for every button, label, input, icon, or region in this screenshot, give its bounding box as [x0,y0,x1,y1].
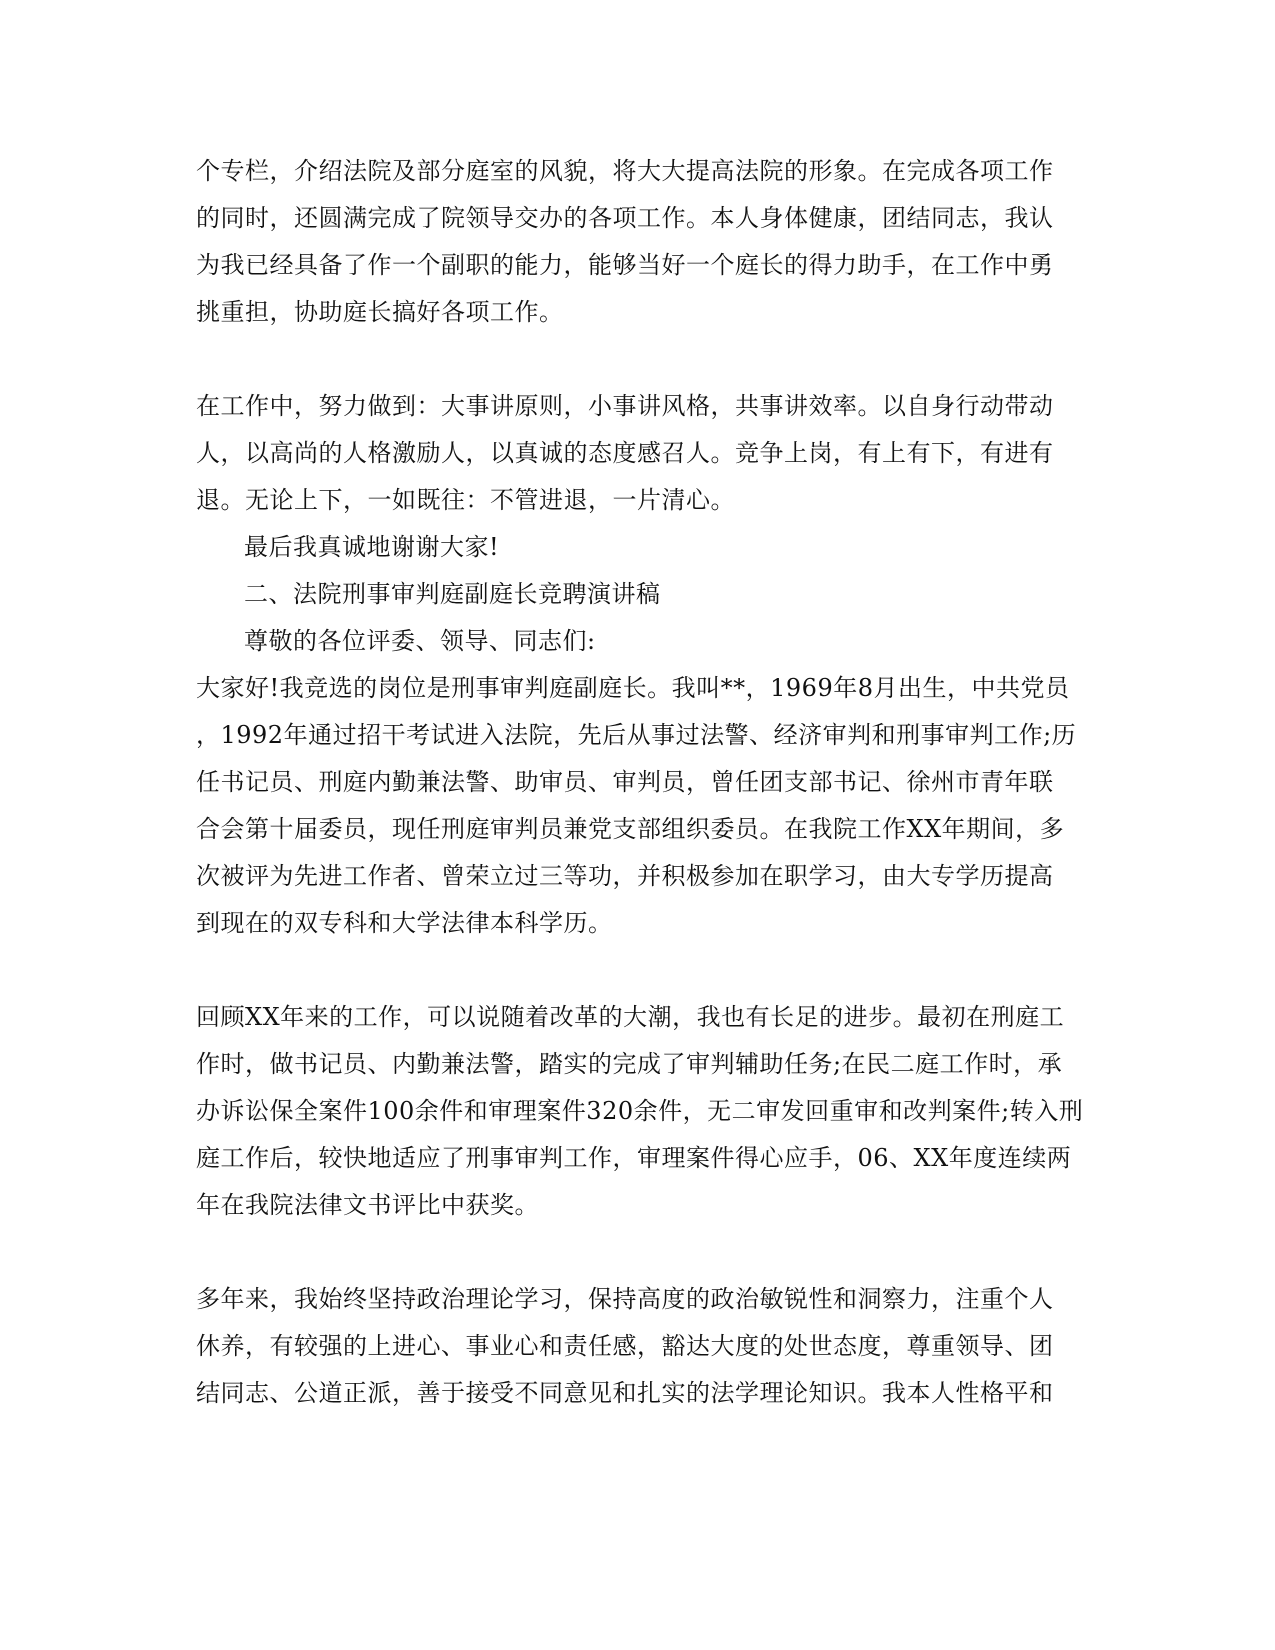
paragraph-line: 办诉讼保全案件100余件和审理案件320余件，无二审发回重审和改判案件;转入刑 [196,1097,1084,1125]
paragraph-line: 挑重担，协助庭长搞好各项工作。 [196,298,564,326]
paragraph-line: 作时，做书记员、内勤兼法警，踏实的完成了审判辅助任务;在民二庭工作时，承 [196,1050,1063,1078]
paragraph-line: 合会第十届委员，现任刑庭审判员兼党支部组织委员。在我院工作XX年期间，多 [196,815,1065,843]
paragraph-line: 人，以高尚的人格激励人，以真诚的态度感召人。竞争上岗，有上有下，有进有 [196,439,1054,467]
paragraph-line: 为我已经具备了作一个副职的能力，能够当好一个庭长的得力助手，在工作中勇 [196,251,1054,279]
paragraph-line: 庭工作后，较快地适应了刑事审判工作，审理案件得心应手，06、XX年度连续两 [196,1144,1072,1172]
paragraph-line: ，1992年通过招干考试进入法院，先后从事过法警、经济审判和刑事审判工作;历 [196,721,1077,749]
paragraph-line: 到现在的双专科和大学法律本科学历。 [196,909,613,937]
closing-line: 最后我真诚地谢谢大家! [244,533,500,561]
paragraph-line: 的同时，还圆满完成了院领导交办的各项工作。本人身体健康，团结同志，我认 [196,204,1054,232]
paragraph-line: 结同志、公道正派，善于接受不同意见和扎实的法学理论知识。我本人性格平和 [196,1379,1054,1407]
paragraph-line: 退。无论上下，一如既往：不管进退，一片清心。 [196,486,735,514]
paragraph-line: 次被评为先进工作者、曾荣立过三等功，并积极参加在职学习，由大专学历提高 [196,862,1054,890]
salutation-line: 尊敬的各位评委、领导、同志们: [244,627,596,655]
paragraph-line: 任书记员、刑庭内勤兼法警、助审员、审判员，曾任团支部书记、徐州市青年联 [196,768,1054,796]
section-heading: 二、法院刑事审判庭副庭长竞聘演讲稿 [244,580,661,608]
paragraph-line: 休养，有较强的上进心、事业心和责任感，豁达大度的处世态度，尊重领导、团 [196,1332,1054,1360]
paragraph-line: 大家好!我竞选的岗位是刑事审判庭副庭长。我叫**，1969年8月出生，中共党员 [196,674,1070,702]
paragraph-line: 个专栏，介绍法院及部分庭室的风貌，将大大提高法院的形象。在完成各项工作 [196,157,1054,185]
paragraph-line: 在工作中，努力做到：大事讲原则，小事讲风格，共事讲效率。以自身行动带动 [196,392,1054,420]
paragraph-line: 回顾XX年来的工作，可以说随着改革的大潮，我也有长足的进步。最初在刑庭工 [196,1003,1065,1031]
paragraph-line: 年在我院法律文书评比中获奖。 [196,1191,539,1219]
paragraph-line: 多年来，我始终坚持政治理论学习，保持高度的政治敏锐性和洞察力，注重个人 [196,1285,1054,1313]
